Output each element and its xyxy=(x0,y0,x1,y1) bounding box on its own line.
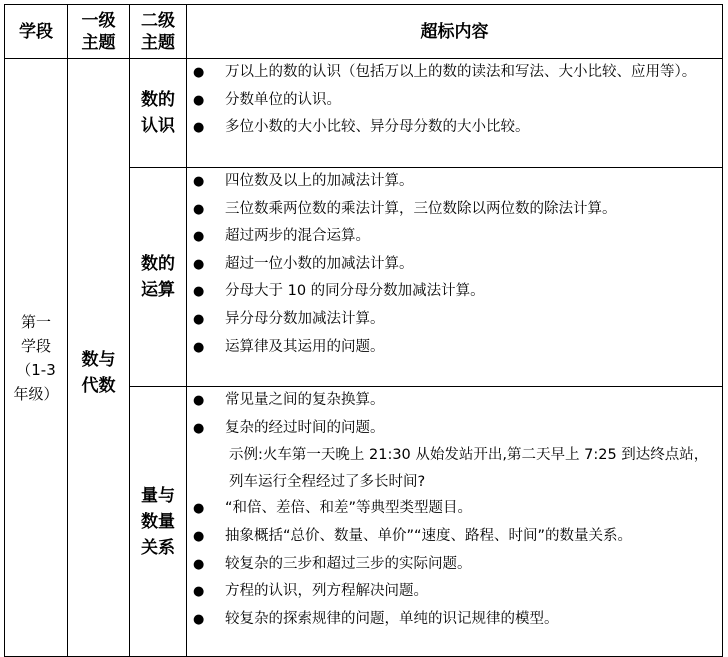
bullet-icon: ● xyxy=(193,501,205,517)
list-item: ● 分数单位的认识。 xyxy=(193,87,718,115)
topic1-cell: 数与 代数 xyxy=(68,59,130,657)
bullet-icon: ● xyxy=(193,92,205,108)
bullet-icon: ● xyxy=(193,284,205,300)
bullet-icon: ● xyxy=(193,556,205,572)
bullet-icon: ● xyxy=(193,584,205,600)
example-text: 示例:火车第一天晚上 21:30 从始发站开出,第二天早上 7:25 到达终点站，列车运行全程经过了多长时间? xyxy=(229,447,709,490)
list-item: ● 四位数及以上的加减法计算。 xyxy=(193,168,718,196)
bullet-icon: ● xyxy=(193,420,205,436)
list-item: ● 多位小数的大小比较、异分母分数的大小比较。 xyxy=(193,114,718,142)
bullet-icon: ● xyxy=(193,528,205,544)
header-topic1: 一级 主题 xyxy=(68,5,130,59)
list-item: ● 常见量之间的复杂换算。 xyxy=(193,387,718,415)
bullet-icon: ● xyxy=(193,120,205,136)
list-item: ● 万以上的数的认识（包括万以上的数的读法和写法、大小比较、应用等）。 xyxy=(193,59,718,87)
list-item: ● 分母大于 10 的同分母分数加减法计算。 xyxy=(193,278,718,306)
content-cell-2 xyxy=(187,168,723,387)
list-item: ● 方程的认识，列方程解决问题。 xyxy=(193,578,718,606)
item-list-1 xyxy=(193,59,718,142)
topic2-cell-1: 数的 认识 xyxy=(130,59,187,168)
header-content: 超标内容 xyxy=(187,5,723,59)
topic2-cell-3: 量与 数量 关系 xyxy=(130,387,187,657)
content-cell-1 xyxy=(187,59,723,168)
list-item: ● 超过一位小数的加减法计算。 xyxy=(193,251,718,279)
stage-cell: 第一 学段 （1-3 年级） xyxy=(5,59,68,657)
list-item: ● 运算律及其运用的问题。 xyxy=(193,334,718,362)
bullet-icon: ● xyxy=(193,393,205,408)
list-item: ● 抽象概括“总价、数量、单价”“速度、路程、时间”的数量关系。 xyxy=(193,523,718,551)
list-item: ● 复杂的经过时间的问题。 xyxy=(193,415,718,443)
bullet-icon: ● xyxy=(193,339,205,355)
item-list-2 xyxy=(193,168,718,361)
content-cell-3 xyxy=(187,387,723,657)
bullet-icon: ● xyxy=(193,311,205,327)
list-item: ● 异分母分数加减法计算。 xyxy=(193,306,718,334)
list-item: ● 三位数乘两位数的乘法计算，三位数除以两位数的除法计算。 xyxy=(193,196,718,224)
bullet-icon: ● xyxy=(193,201,205,217)
bullet-icon: ● xyxy=(193,611,205,627)
item-list-3 xyxy=(193,387,718,633)
curriculum-table xyxy=(4,4,723,657)
list-item: ● 超过两步的混合运算。 xyxy=(193,223,718,251)
list-item: ● 较复杂的三步和超过三步的实际问题。 xyxy=(193,551,718,579)
header-row xyxy=(5,5,723,59)
section-row-1 xyxy=(5,59,723,168)
bullet-icon: ● xyxy=(193,229,205,245)
topic2-cell-2: 数的 运算 xyxy=(130,168,187,387)
header-topic2: 二级 主题 xyxy=(130,5,187,59)
bullet-icon: ● xyxy=(193,65,205,80)
bullet-icon: ● xyxy=(193,174,205,189)
bullet-icon: ● xyxy=(193,256,205,272)
header-stage: 学段 xyxy=(5,5,68,59)
list-item: ● “和倍、差倍、和差”等典型类型题目。 xyxy=(193,495,718,523)
list-item: ● 较复杂的探索规律的问题，单纯的识记规律的模型。 xyxy=(193,606,718,634)
